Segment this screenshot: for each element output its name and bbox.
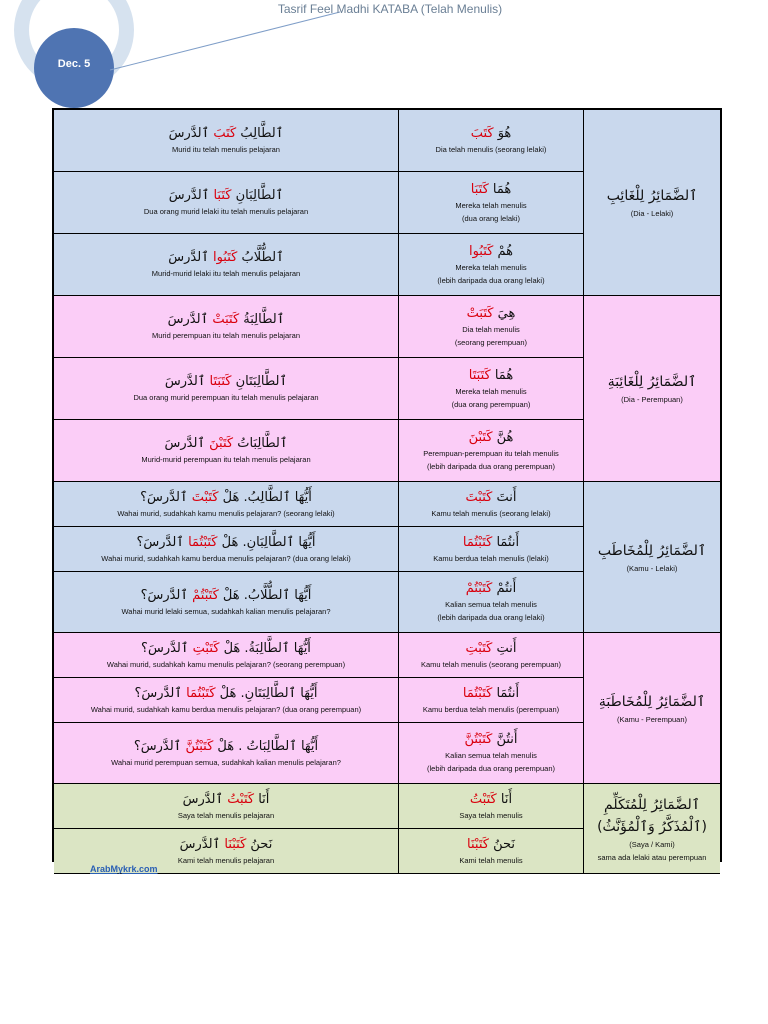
example-cell [54,358,399,420]
example-pre: ٱلطَّالِبَةُ [239,312,285,327]
pronoun-translation: Saya telah menulis [459,810,523,820]
example-post: ٱلدَّرسَ [168,188,214,203]
pronoun-word: نَحنُ [488,836,515,852]
example-translation: Murid-murid lelaki itu telah menulis pelajaran [151,269,301,278]
example-cell [54,572,399,633]
category-translation: (Kamu - Perempuan) [616,714,688,724]
example-verb: كَتَبُوا [212,250,238,265]
pronoun-verb-pair [466,640,517,658]
badge-connector-line [110,12,340,70]
pronoun-verb: كَتَبْتُ [469,791,497,807]
example-pre: أَيُّهَا ٱلطَّالِبَاتُ . هَلْ [213,738,319,754]
example-verb: كَتَبْتُنَّ [185,738,214,754]
example-pre: ٱلطَّالِبَتَانِ [231,374,288,389]
pronoun-cell [399,527,584,572]
category-cell [584,110,720,296]
category-arabic-label: ٱلضَّمَائِرُ لِلْمُتَكَلِّمِ [604,796,700,813]
pronoun-translation: (dua orang perempuan) [451,399,531,409]
example-post: ٱلدَّرسَ [179,836,225,852]
pronoun-translation: Mereka telah menulis [455,386,527,396]
example-translation: Wahai murid, sudahkah kamu berdua menulis pelajaran? (dua orang perempuan) [90,704,362,714]
pronoun-translation: Kamu telah menulis (seorang lelaki) [431,508,551,518]
example-translation: Wahai murid perempuan semua, sudahkah kalian menulis pelajaran? [111,757,341,767]
pronoun-word: أَنتُمَا [492,685,520,701]
pronoun-verb-pair [469,367,513,385]
example-cell [54,678,399,723]
pronoun-cell [399,678,584,723]
pronoun-verb: كَتَبْنَ [468,429,493,445]
pronoun-verb: كَتَبْتُمْ [465,581,493,596]
category-cell [584,784,720,874]
category-translation: (Dia - Perempuan) [621,395,683,404]
example-sentence [140,489,312,507]
example-sentence [134,738,318,756]
example-sentence [169,187,283,205]
example-post: ٱلدَّرسَ؟ [136,534,189,550]
pronoun-word: هِيَ [493,305,516,321]
example-post: ٱلدَّرسَ؟ [140,587,193,603]
pronoun-translation: (lebih daripada dua orang perempuan) [426,461,555,471]
example-pre: أَيُّهَا ٱلطَّالِبَتَانِ. هَلْ [215,685,318,701]
pronoun-translation: Mereka telah menulis [455,200,527,210]
category-arabic-label: ٱلضَّمَائِرُ لِلْمُخَاطَبَةِ [598,693,706,710]
example-post: ٱلدَّرسَ [167,312,213,327]
category-translation: (Saya / Kami) [629,839,675,849]
pronoun-cell [399,723,584,784]
category-translation: sama ada lelaki atau perempuan [597,852,707,862]
example-verb: كَتَبْنَا [224,836,247,852]
pronoun-verb-pair [467,305,516,323]
pronoun-cell [399,296,584,358]
example-post: ٱلدَّرسَ [182,791,228,807]
pronoun-cell [399,572,584,633]
example-pre: أَيُّهَا ٱلطَّالِبَانِ. هَلْ [217,534,316,550]
page-title: Tasrif Feel Madhi KATABA (Telah Menulis) [277,2,503,16]
pronoun-translation: (lebih daripada dua orang lelaki) [437,613,545,622]
pronoun-cell [399,784,584,829]
pronoun-translation: (lebih daripada dua orang perempuan) [426,764,555,773]
pronoun-cell [399,482,584,527]
example-sentence [180,836,273,854]
example-pre: أَنَا [254,791,270,807]
conjugation-table [52,108,722,865]
example-cell [54,110,399,172]
pronoun-verb-pair [466,580,517,598]
pronoun-cell [399,633,584,678]
example-verb: كَتَبَ [213,126,237,141]
example-translation: Kami telah menulis pelajaran [177,855,275,865]
pronoun-verb: كَتَبَتَا [468,367,491,383]
category-arabic-label: (ٱلْمُذَكَّرُ وَٱلْمُؤَنَّثُ) [597,818,707,835]
pronoun-word: أَنتُمَا [492,534,520,550]
example-cell [54,172,399,234]
example-translation: Wahai murid, sudahkah kamu menulis pelajaran? (seorang lelaki) [117,508,335,518]
pronoun-translation: Kamu berdua telah menulis (lelaki) [433,553,549,563]
pronoun-cell [399,234,584,296]
example-post: ٱلدَّرسَ [164,436,210,451]
example-verb: كَتَبَتْ [212,312,240,327]
example-pre: أَيُّهَا ٱلطَّالِبُ. هَلْ [218,489,312,505]
category-translation: (Kamu - Lelaki) [626,563,678,573]
example-sentence [169,125,284,143]
date-badge: Dec. 5 [57,58,91,70]
pronoun-verb: كَتَبَا [470,181,489,197]
example-translation: Murid perempuan itu telah menulis pelajaran [151,331,300,340]
pronoun-cell [399,172,584,234]
category-arabic-label: ٱلضَّمَائِرُ لِلْغَائِبَةِ [607,374,697,390]
pronoun-word: أَنتَ [492,489,517,505]
example-translation: Wahai murid lelaki semua, sudahkah kalian menulis pelajaran? [121,606,331,616]
example-verb: كَتَبْتُمَا [188,534,218,550]
example-verb: كَتَبْتُ [227,791,255,807]
example-post: ٱلدَّرسَ؟ [140,489,192,505]
pronoun-verb-pair [463,685,519,703]
pronoun-word: هُمْ [493,243,513,259]
example-sentence [165,373,287,391]
example-translation: Murid-murid perempuan itu telah menulis pelajaran [141,455,311,464]
pronoun-verb-pair [469,243,513,261]
pronoun-verb-pair [464,731,517,749]
pronoun-verb: كَتَبْتُمَا [462,534,493,550]
example-pre: نَحنُ [246,836,273,852]
example-translation: Wahai murid, sudahkah kamu berdua menulis pelajaran? (dua orang lelaki) [101,553,351,563]
pronoun-translation: (lebih daripada dua orang lelaki) [437,275,545,285]
example-sentence [164,435,287,453]
pronoun-translation: Dia telah menulis [462,324,520,334]
example-post: ٱلدَّرسَ [168,250,213,265]
pronoun-verb: كَتَبْتَ [465,489,493,505]
pronoun-translation: Perempuan-perempuan itu telah menulis [423,448,559,458]
category-arabic-label: ٱلضَّمَائِرُ لِلْغَائِبِ [606,188,698,204]
pronoun-verb: كَتَبْتُمَا [462,685,493,701]
example-sentence [168,311,285,329]
pronoun-translation: Dia telah menulis (seorang lelaki) [435,145,547,154]
example-verb: كَتَبْنَ [209,436,234,451]
example-cell [54,234,399,296]
pronoun-verb-pair [463,534,519,552]
example-cell [54,420,399,482]
pronoun-word: أَنَا [496,791,513,807]
pronoun-cell [399,358,584,420]
pronoun-word: أَنتِ [492,640,517,656]
pronoun-translation: Kalian semua telah menulis [445,600,537,609]
example-translation: Murid itu telah menulis pelajaran [172,145,280,154]
pronoun-cell [399,420,584,482]
pronoun-word: هُنَّ [492,429,514,445]
pronoun-verb-pair [469,429,514,447]
example-translation: Saya telah menulis pelajaran [177,810,275,820]
example-cell [54,784,399,829]
example-post: ٱلدَّرسَ؟ [134,685,187,701]
pronoun-verb-pair [467,836,515,854]
example-verb: كَتَبْتِ [192,640,220,656]
example-sentence [141,587,312,605]
example-sentence [141,640,311,658]
example-post: ٱلدَّرسَ [164,374,210,389]
example-verb: كَتَبْتُمَا [186,685,216,701]
example-cell [54,296,399,358]
pronoun-verb-pair [466,489,517,507]
pronoun-verb-pair [471,125,512,143]
pronoun-translation: Kami telah menulis [459,855,523,865]
example-cell [54,527,399,572]
pronoun-verb-pair [471,181,511,199]
pronoun-translation: Mereka telah menulis [455,262,527,272]
pronoun-word: هُمَا [490,367,514,383]
pronoun-verb: كَتَبْتُنَّ [464,732,493,747]
example-cell [54,633,399,678]
pronoun-verb-pair [470,791,512,809]
pronoun-verb: كَتَبَ [470,126,494,141]
example-post: ٱلدَّرسَ؟ [141,640,193,656]
example-pre: ٱلطَّالِبُ [236,126,284,141]
example-sentence [135,685,318,703]
example-cell [54,723,399,784]
pronoun-translation: (dua orang lelaki) [462,213,520,223]
pronoun-translation: Kamu telah menulis (seorang perempuan) [420,659,562,669]
pronoun-verb: كَتَبُوا [468,243,494,259]
pronoun-word: أَنتُنَّ [492,732,518,747]
example-verb: كَتَبَتَا [209,374,232,389]
example-translation: Dua orang murid lelaki itu telah menulis pelajaran [143,207,309,216]
pronoun-verb: كَتَبْنَا [467,836,489,852]
example-pre: ٱلطَّالِبَانِ [231,188,284,203]
example-pre: أَيُّهَا ٱلطَّالِبَةُ. هَلْ [219,640,311,656]
pronoun-cell [399,110,584,172]
pronoun-cell [399,829,584,874]
pronoun-verb: كَتَبْتِ [465,640,493,656]
example-verb: كَتَبْتَ [191,489,219,505]
example-verb: كَتَبَا [213,188,232,203]
example-pre: ٱلطَّالِبَاتُ [233,436,288,451]
example-post: ٱلدَّرسَ؟ [133,738,186,754]
example-verb: كَتَبْتُمْ [192,587,219,603]
pronoun-word: أَنتُمْ [492,581,517,596]
footer-link[interactable]: ArabMykrk.com [90,864,158,874]
pronoun-verb: كَتَبَتْ [466,305,494,321]
category-translation: (Dia - Lelaki) [630,209,674,218]
example-sentence [136,534,315,552]
example-sentence [168,249,283,267]
pronoun-word: هُمَا [488,181,512,197]
category-arabic-label: ٱلضَّمَائِرُ لِلْمُخَاطَبِ [597,542,707,559]
category-cell [584,296,720,482]
example-cell [54,482,399,527]
category-cell [584,482,720,633]
pronoun-translation: Kamu berdua telah menulis (perempuan) [422,704,560,714]
example-post: ٱلدَّرسَ [168,126,214,141]
pronoun-translation: Kalian semua telah menulis [445,751,537,760]
category-cell [584,633,720,784]
example-pre: ٱلطُّلَّابُ [237,250,284,265]
example-sentence [183,791,270,809]
example-pre: أَيُّهَا ٱلطُّلَّابُ. هَلْ [218,587,312,603]
example-translation: Dua orang murid perempuan itu telah menulis pelajaran [133,393,319,402]
pronoun-word: هُوَ [493,126,512,141]
example-translation: Wahai murid, sudahkah kamu menulis pelajaran? (seorang perempuan) [106,659,346,669]
pronoun-translation: (seorang perempuan) [454,337,528,347]
